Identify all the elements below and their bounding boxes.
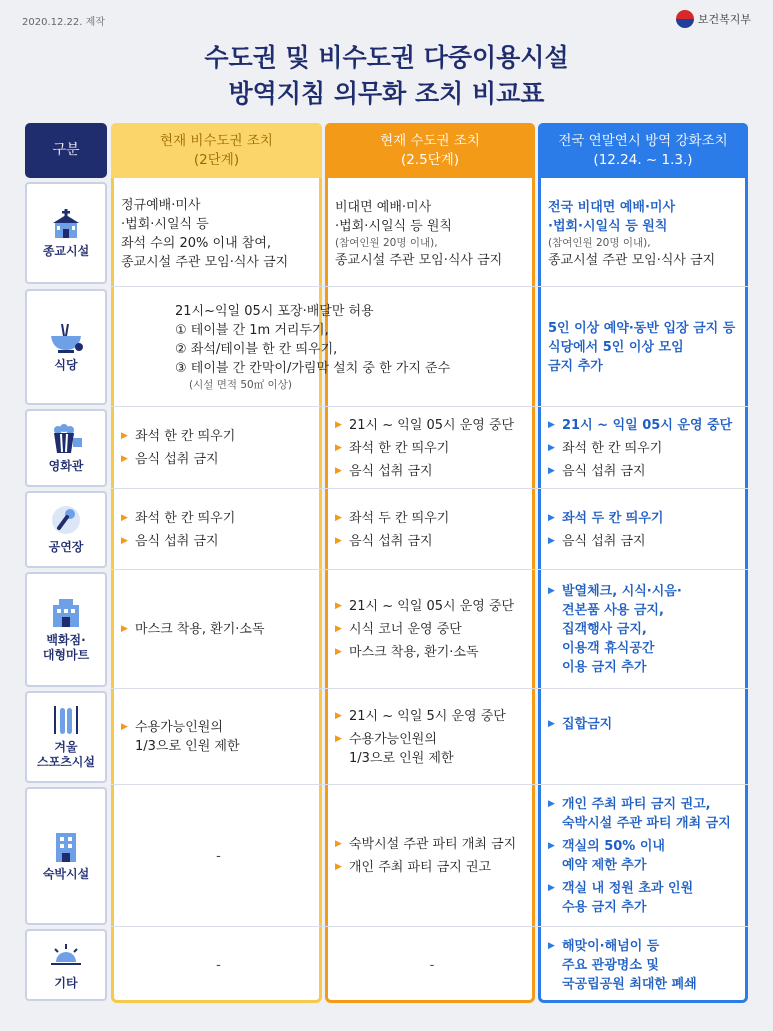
- category-label-restaurant: 식당: [54, 357, 78, 372]
- category-label-religion: 종교시설: [42, 243, 90, 258]
- category-cinema: [25, 409, 107, 487]
- category-religion: [25, 182, 107, 284]
- popcorn-icon: [48, 423, 84, 455]
- cell-lodging-nationwide: ▶ 개인 주최 파티 금지 권고, 숙박시설 주관 파티 개최 금지 ▶ 객실의 50% 이내 예약 제한 추가 ▶ 객실 내 정원 초과 인원 수용 금지 추가: [538, 787, 748, 925]
- header-capital: 현재 수도권 조치 (2.5단계): [325, 123, 535, 178]
- category-label-lodging: 숙박시설: [42, 866, 90, 881]
- cell-cinema-capital: ▶ 21시 ~ 익일 05시 운영 중단 ▶ 좌석 한 칸 띄우기 ▶ 음식 섭취 금지: [325, 409, 535, 487]
- cell-department-non-capital: ▶ 마스크 착용, 환기·소독: [111, 572, 322, 687]
- cell-restaurant-shared: 21시~익일 05시 포장·배달만 허용 ① 테이블 간 1m 거리두기, ② 좌석/테이블 한 칸 띄우기, ③ 테이블 간 칸막이/가림막 설치 중 한 가지 준수 (시설 면적 50㎡ 이상): [175, 303, 451, 391]
- category-winter-sports: [25, 691, 107, 783]
- category-concert: [25, 491, 107, 568]
- taegeuk-logo-icon: [676, 10, 694, 28]
- header-nationwide: 전국 연말연시 방역 강화조치 (12.24. ~ 1.3.): [538, 123, 748, 178]
- category-label-etc: 기타: [54, 975, 78, 990]
- cell-concert-nationwide: ▶ 좌석 두 칸 띄우기 ▶ 음식 섭취 금지: [538, 491, 748, 568]
- page-title-line2: 방역지침 의무화 조치 비교표: [228, 79, 545, 108]
- cell-lodging-capital: ▶ 숙박시설 주관 파티 개최 금지 ▶ 개인 주최 파티 금지 권고: [325, 787, 535, 925]
- ski-icon: [48, 704, 84, 736]
- date-label: 2020.12.22. 제작: [22, 17, 105, 28]
- page-title-line1: 수도권 및 비수도권 다중이용시설: [204, 43, 569, 72]
- ministry-name: 보건복지부: [697, 13, 751, 26]
- category-lodging: [25, 787, 107, 925]
- header-non-capital: 현재 비수도권 조치 (2단계): [111, 123, 322, 178]
- cell-winter-non-capital: ▶ 수용가능인원의 1/3으로 인원 제한: [111, 691, 322, 783]
- cell-religion-nationwide: 전국 비대면 예배·미사 ·법회·시일식 등 원칙 (참여인원 20명 이내), 종교시설 주관 모임·식사 금지: [548, 200, 716, 268]
- category-label-cinema: 영화관: [48, 458, 84, 473]
- category-etc: [25, 929, 107, 1001]
- cell-concert-non-capital: ▶ 좌석 한 칸 띄우기 ▶ 음식 섭취 금지: [111, 491, 322, 568]
- sunrise-icon: [48, 940, 84, 972]
- cell-religion-non-capital: 정규예배·미사 ·법회·시일식 등 좌석 수의 20% 이내 참여, 종교시설 주관 모임·식사 금지: [121, 198, 289, 270]
- ministry-logo: [676, 10, 751, 28]
- cell-cinema-non-capital: ▶ 좌석 한 칸 띄우기 ▶ 음식 섭취 금지: [111, 409, 322, 487]
- category-department-store: [25, 572, 107, 687]
- category-restaurant: [25, 289, 107, 405]
- category-label-department-store: 백화점· 대형마트: [42, 632, 90, 662]
- cell-department-capital: ▶ 21시 ~ 익일 05시 운영 중단 ▶ 시식 코너 운영 중단 ▶ 마스크 착용, 환기·소독: [325, 572, 535, 687]
- cell-winter-capital: ▶ 21시 ~ 익일 5시 운영 중단 ▶ 수용가능인원의 1/3으로 인원 제한: [325, 691, 535, 783]
- noodle-bowl-icon: [48, 322, 84, 354]
- cell-winter-nationwide: ▶ 집합금지: [538, 691, 748, 783]
- department-store-icon: [48, 597, 84, 629]
- category-label-concert: 공연장: [48, 540, 84, 554]
- hotel-building-icon: [48, 831, 84, 863]
- cell-restaurant-nationwide: 5인 이상 예약·동반 입장 금지 등 식당에서 5인 이상 모임 금지 추가: [548, 320, 736, 374]
- cell-etc-nationwide: ▶ 해맞이·해넘이 등 주요 관광명소 및 국공립공원 최대한 폐쇄: [538, 929, 748, 1001]
- cell-etc-non-capital: -: [216, 957, 221, 973]
- cell-cinema-nationwide: ▶ 21시 ~ 익일 05시 운영 중단 ▶ 좌석 한 칸 띄우기 ▶ 음식 섭취 금지: [538, 409, 748, 487]
- category-label-winter-sports: 겨울 스포츠시설: [37, 740, 95, 769]
- cell-etc-capital: -: [429, 957, 435, 973]
- header-category: 구분: [25, 123, 107, 178]
- microphone-icon: [48, 504, 84, 536]
- cell-religion-capital: 비대면 예배·미사 ·법회·시일식 등 원칙 (참여인원 20명 이내), 종교시설 주관 모임·식사 금지: [335, 200, 503, 268]
- church-icon: [48, 208, 84, 240]
- cell-concert-capital: ▶ 좌석 두 칸 띄우기 ▶ 음식 섭취 금지: [325, 491, 535, 568]
- cell-department-nationwide: ▶ 발열체크, 시식·시음· 견본품 사용 금지, 집객행사 금지, 이용객 휴식공간 이용 금지 추가: [538, 572, 748, 687]
- comparison-table: [25, 123, 748, 1003]
- cell-lodging-non-capital: -: [216, 848, 221, 864]
